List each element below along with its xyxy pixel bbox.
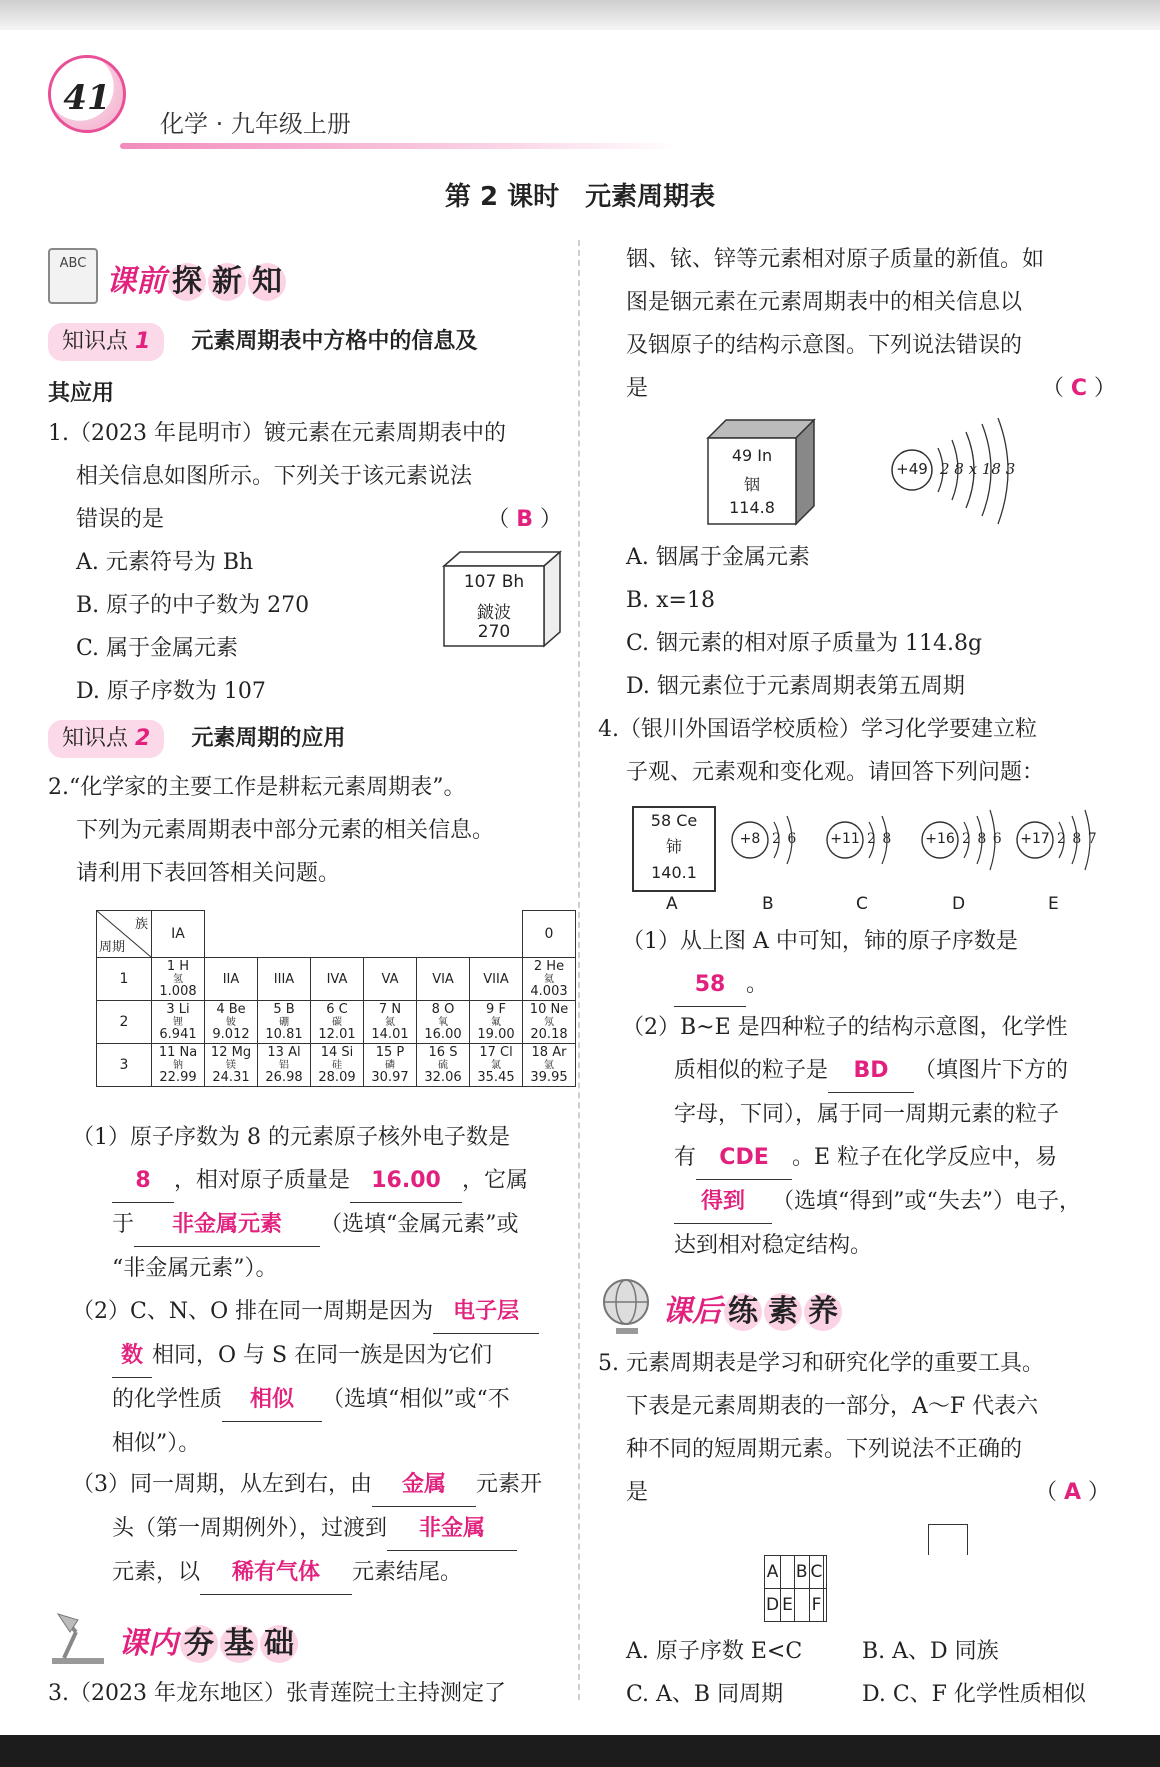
q4-labels <box>600 894 1120 918</box>
q4-box-number-symbol: 58 Ce <box>650 811 698 830</box>
q5-option: C. A、B 同周期 <box>626 1682 784 1707</box>
q5-grid-cell: B <box>794 1556 809 1589</box>
period-cell: 3 <box>97 1044 152 1087</box>
element-cell <box>417 1001 470 1044</box>
element-cell <box>364 1044 417 1087</box>
q3-option: C. 铟元素的相对原子质量为 114.8g <box>626 631 983 656</box>
element-cell-content <box>523 1003 575 1042</box>
q4-label: A <box>666 894 678 914</box>
element-mass: 30.97 <box>371 1069 409 1085</box>
element-cell <box>364 1001 417 1044</box>
element-cell <box>311 1001 364 1044</box>
q2-sub2-answer-1a: 电子层 <box>433 1290 539 1334</box>
element-number-symbol: 16 S <box>428 1044 458 1060</box>
q5-grid-cell: A <box>765 1556 781 1589</box>
q4-label: E <box>1048 894 1059 914</box>
element-cell <box>258 1001 311 1044</box>
kd-tag-number: 1 <box>135 329 151 354</box>
element-cell-content <box>364 1003 416 1042</box>
element-cell-content <box>417 1046 469 1085</box>
section-heading-char: 夯 <box>180 1625 218 1663</box>
q4-box-mass: 140.1 <box>651 863 697 882</box>
q3-answer: C <box>1070 376 1087 401</box>
q2-sub1-text: （选填“金属元素”或 <box>320 1212 519 1237</box>
q2-sub2 <box>72 1290 572 1465</box>
table-corner-cell <box>97 911 152 958</box>
q5-option: B. A、D 同族 <box>862 1639 999 1664</box>
element-mass: 4.003 <box>530 983 568 999</box>
section-heading-char: 养 <box>804 1293 842 1331</box>
element-name: 氟 <box>491 1016 501 1028</box>
element-cell-content <box>311 1046 363 1085</box>
q3-box-mass: 114.8 <box>729 498 775 517</box>
element-mass: 32.06 <box>424 1069 462 1085</box>
q5-line: 是 <box>626 1480 649 1505</box>
element-name: 碳 <box>332 1016 342 1028</box>
element-mass: 26.98 <box>265 1069 303 1085</box>
q3-option: B. x=18 <box>626 588 715 613</box>
element-cell <box>311 1044 364 1087</box>
particle-shell-counts: 2 6 <box>772 831 798 847</box>
globe-icon <box>600 1276 656 1338</box>
element-name: 铍 <box>226 1016 236 1028</box>
element-cell-content <box>258 1046 310 1085</box>
q1-option: D. 原子序数为 107 <box>76 679 266 704</box>
section-heading-char: 探 <box>168 263 206 301</box>
q2-sub3-text: （3）同一周期，从左到右，由 <box>72 1472 372 1497</box>
q2-sub1-answer-2: 16.00 <box>350 1159 462 1203</box>
kd-title-cont: 其应用 <box>48 381 115 406</box>
q4-line: 子观、元素观和变化观。请回答下列问题： <box>626 760 1045 785</box>
element-cell-content <box>258 1003 310 1042</box>
q2-sub2-text: （选填“相似”或“不 <box>322 1387 510 1412</box>
element-number-symbol: 4 Be <box>216 1001 246 1017</box>
element-cell-content <box>523 1046 575 1085</box>
q1-line: 错误的是 <box>76 507 165 532</box>
q5-grid-cell: E <box>781 1589 795 1622</box>
q2-sub3-text: 头（第一周期例外），过渡到 <box>112 1516 388 1541</box>
q1-element-box <box>442 550 562 650</box>
q4-label: C <box>856 894 868 914</box>
particle-diagram <box>730 800 822 876</box>
q5-options-row1 <box>626 1630 1126 1673</box>
q4-sub2 <box>622 1006 1122 1267</box>
group-header-cell: IIIA <box>258 958 311 1001</box>
period-cell: 1 <box>97 958 152 1001</box>
q3-line: 铟、铱、锌等元素相对原子质量的新值。如 <box>626 247 1045 272</box>
q2-sub1-text: “非金属元素”）。 <box>112 1256 278 1281</box>
element-number-symbol: 13 Al <box>267 1044 301 1060</box>
book-title: 化学 · 九年级上册 <box>160 110 351 138</box>
q4-label: B <box>762 894 774 914</box>
q3-atom-diagram <box>890 418 1040 528</box>
particle-nucleus: +17 <box>1020 831 1050 847</box>
q2-sub2-text: （2）C、N、O 排在同一周期是因为 <box>72 1299 434 1324</box>
element-cell <box>417 1044 470 1087</box>
q2-sub1-text: 于 <box>112 1212 135 1237</box>
q5-grid-cell <box>824 1556 827 1589</box>
q4-sub1-text: （1）从上图 A 中可知，铈的原子序数是 <box>622 929 1018 954</box>
q5-line: 5. 元素周期表是学习和研究化学的重要工具。 <box>598 1351 1044 1376</box>
q1-option: C. 属于金属元素 <box>76 636 239 661</box>
q1-option: A. 元素符号为 Bh <box>76 550 254 575</box>
q4-sub2-text: （填图片下方的 <box>914 1058 1069 1083</box>
kd-tag <box>48 323 164 361</box>
element-mass: 35.45 <box>477 1069 515 1085</box>
q2-sub3 <box>72 1463 572 1595</box>
q5-option: D. C、F 化学性质相似 <box>862 1682 1086 1707</box>
q5-grid-cell <box>824 1589 827 1622</box>
q2-sub3-answer-2: 非金属 <box>387 1507 517 1551</box>
element-cell-content <box>417 1003 469 1042</box>
element-cell-content <box>311 1003 363 1042</box>
q2-sub1-text: ，它属 <box>462 1168 529 1193</box>
section-heading-pre <box>106 256 286 301</box>
q4-particles <box>730 800 1110 880</box>
element-cell-content <box>364 1046 416 1085</box>
element-name: 镁 <box>226 1059 236 1071</box>
kd-title: 元素周期表中方格中的信息及 <box>191 329 478 354</box>
question-5 <box>598 1342 1118 1514</box>
header-underline <box>120 143 680 149</box>
q1-box-mass: 270 <box>477 622 511 642</box>
book-icon <box>48 248 98 304</box>
q2-sub1-text: ，相对原子质量是 <box>174 1168 351 1193</box>
q2-sub3-text: 元素结尾。 <box>352 1560 463 1585</box>
element-cell-content <box>152 1046 204 1085</box>
q3-option: A. 铟属于金属元素 <box>626 545 810 570</box>
q5-grid-cell <box>781 1556 795 1589</box>
element-cell <box>152 1044 205 1087</box>
element-mass: 28.09 <box>318 1069 356 1085</box>
q3-box-number-symbol: 49 In <box>731 446 773 465</box>
q3-element-box <box>706 418 816 528</box>
element-mass: 24.31 <box>212 1069 250 1085</box>
element-number-symbol: 5 B <box>273 1001 295 1017</box>
element-number-symbol: 10 Ne <box>529 1001 569 1017</box>
section-heading-post <box>662 1286 842 1331</box>
element-mass: 9.012 <box>212 1026 250 1042</box>
question-3-cont <box>626 238 1116 410</box>
q2-sub3-answer-3: 稀有气体 <box>200 1551 352 1595</box>
element-name: 磷 <box>385 1059 395 1071</box>
q2-sub3-answer-1: 金属 <box>372 1463 476 1507</box>
q1-line: 相关信息如图所示。下列关于该元素说法 <box>76 464 473 489</box>
group-header-blank <box>205 911 523 958</box>
element-mass: 19.00 <box>477 1026 515 1042</box>
element-mass: 1.008 <box>159 983 197 999</box>
q3-options <box>626 536 1116 708</box>
element-number-symbol: 8 O <box>431 1001 455 1017</box>
element-name: 硼 <box>279 1016 289 1028</box>
element-number-symbol: 15 P <box>375 1044 405 1060</box>
element-name: 锂 <box>173 1016 183 1028</box>
kd-title: 元素周期的应用 <box>191 726 346 751</box>
section-heading-char: 新 <box>208 263 246 301</box>
element-name: 氦 <box>544 973 554 985</box>
q1-line: 1.（2023 年昆明市）镀元素在元素周期表中的 <box>48 421 506 446</box>
section-heading-char: 础 <box>260 1625 298 1663</box>
q3-atom-shell-counts: 2 8 x 18 3 <box>940 460 1016 478</box>
q2-sub1-text: （1）原子序数为 8 的元素原子核外电子数是 <box>72 1125 510 1150</box>
question-2 <box>48 766 568 895</box>
q2-sub2-answer-2: 相似 <box>222 1378 322 1422</box>
element-number-symbol: 9 F <box>486 1001 506 1017</box>
q4-sub1 <box>622 920 1122 1007</box>
element-cell <box>470 1001 523 1044</box>
q4-sub2-text: 有 <box>674 1145 697 1170</box>
column-divider <box>578 240 580 1700</box>
q2-sub3-text: 元素，以 <box>112 1560 201 1585</box>
q2-sub1-answer-1: 8 <box>112 1159 174 1203</box>
section-heading-char: 素 <box>764 1293 802 1331</box>
element-mass: 10.81 <box>265 1026 303 1042</box>
particle-diagram <box>1015 800 1107 876</box>
element-name: 氧 <box>438 1016 448 1028</box>
section-heading-prefix: 课内 <box>118 1626 178 1661</box>
q5-line: 下表是元素周期表的一部分，A～F 代表六 <box>626 1394 1039 1419</box>
element-cell <box>523 958 576 1001</box>
group-header-cell: IA <box>152 911 205 958</box>
element-mass: 16.00 <box>424 1026 462 1042</box>
q2-line: 下列为元素周期表中部分元素的相关信息。 <box>76 818 495 843</box>
question-4 <box>598 708 1118 794</box>
q3-line: 及铟原子的结构示意图。下列说法错误的 <box>626 333 1023 358</box>
element-mass: 12.01 <box>318 1026 356 1042</box>
particle-nucleus: +11 <box>830 831 860 847</box>
q5-answer: A <box>1063 1480 1081 1505</box>
element-cell <box>523 1044 576 1087</box>
particle-shell-counts: 2 8 <box>867 831 893 847</box>
q1-box-number-symbol: 107 Bh <box>463 572 525 592</box>
q5-grid-cell: C <box>809 1556 824 1589</box>
lesson-title: 第 2 课时 元素周期表 <box>444 182 716 212</box>
element-cell-content <box>470 1003 522 1042</box>
page-number: 41 <box>63 78 111 118</box>
q4-sub2-text: （2）B~E 是四种粒子的结构示意图，化学性 <box>622 1015 1068 1040</box>
q2-sub3-text: 元素开 <box>476 1472 543 1497</box>
q3-option: D. 铟元素位于元素周期表第五周期 <box>626 674 965 699</box>
q1-box-name: 𨨏波 <box>477 603 511 623</box>
element-cell-content <box>523 960 575 999</box>
periodic-table-grid <box>96 910 576 1087</box>
book-icon-label: ABC <box>59 256 87 271</box>
element-name: 硫 <box>438 1059 448 1071</box>
element-number-symbol: 11 Na <box>158 1044 198 1060</box>
element-cell <box>523 1001 576 1044</box>
element-number-symbol: 18 Ar <box>531 1044 567 1060</box>
group-header-cell: VIA <box>417 958 470 1001</box>
q4-box-name: 铈 <box>665 837 682 856</box>
group-header-cell: VIIA <box>470 958 523 1001</box>
q4-sub1-answer: 58 <box>674 963 746 1007</box>
element-number-symbol: 7 N <box>378 1001 402 1017</box>
q4-line: 4.（银川外国语学校质检）学习化学要建立粒 <box>598 717 1037 742</box>
periodic-table <box>96 910 576 1087</box>
element-name: 氮 <box>385 1016 395 1028</box>
q1-option: B. 原子的中子数为 270 <box>76 593 310 618</box>
particle-shell-counts: 2 8 7 <box>1057 831 1098 847</box>
q4-sub2-text: （选填“得到”或“失去”）电子， <box>772 1189 1081 1214</box>
section-heading-char: 练 <box>724 1293 762 1331</box>
table-corner-period-label: 周期 <box>99 940 126 955</box>
element-number-symbol: 1 H <box>166 958 190 974</box>
element-mass: 20.18 <box>530 1026 568 1042</box>
element-cell-content <box>152 960 204 999</box>
bottom-strip <box>0 1735 1160 1767</box>
element-cell <box>470 1044 523 1087</box>
q1-answer-bracket: （ B ） <box>487 507 562 532</box>
element-name: 氢 <box>173 973 183 985</box>
q4-sub2-text: 达到相对稳定结构。 <box>674 1233 873 1258</box>
section-heading-prefix: 课前 <box>106 264 166 299</box>
period-cell: 2 <box>97 1001 152 1044</box>
q5-line: 种不同的短周期元素。下列说法不正确的 <box>626 1437 1023 1462</box>
group-header-cell: IVA <box>311 958 364 1001</box>
q2-sub1 <box>72 1116 572 1290</box>
q3-line: 是 <box>626 376 649 401</box>
particle-nucleus: +8 <box>739 831 761 847</box>
knowledge-point-1 <box>48 323 477 361</box>
q3-line-start: 3.（2023 年龙东地区）张青莲院士主持测定了 <box>48 1681 506 1706</box>
element-cell-content <box>152 1003 204 1042</box>
group-header-cell: VA <box>364 958 417 1001</box>
q2-sub2-answer-1b: 数 <box>112 1334 152 1378</box>
element-cell-content <box>205 1003 257 1042</box>
element-name: 铝 <box>279 1059 289 1071</box>
q5-answer-bracket: （ A ） <box>1034 1480 1110 1505</box>
table-corner-group-label: 族 <box>134 917 148 932</box>
section-heading-char: 知 <box>248 263 286 301</box>
kd-tag-label: 知识点 <box>62 726 129 751</box>
lamp-icon <box>48 1610 108 1666</box>
particle-nucleus: +16 <box>925 831 955 847</box>
section-heading-in <box>118 1618 298 1663</box>
element-number-symbol: 12 Mg <box>210 1044 252 1060</box>
q4-sub2-text: 。E 粒子在化学反应中，易 <box>792 1145 1058 1170</box>
element-mass: 39.95 <box>530 1069 568 1085</box>
q4-sub2-text: 质相似的粒子是 <box>674 1058 829 1083</box>
element-mass: 6.941 <box>159 1026 197 1042</box>
q2-line: 请利用下表回答相关问题。 <box>76 861 341 886</box>
knowledge-point-2 <box>48 720 345 758</box>
element-name: 氯 <box>491 1059 501 1071</box>
element-cell <box>205 1044 258 1087</box>
element-name: 氖 <box>544 1016 554 1028</box>
q3-answer-bracket: （ C ） <box>1041 376 1116 401</box>
element-cell-content <box>470 1046 522 1085</box>
element-name: 氩 <box>544 1059 554 1071</box>
kd-tag-label: 知识点 <box>62 329 129 354</box>
q4-label: D <box>952 894 966 914</box>
element-number-symbol: 6 C <box>326 1001 348 1017</box>
group-header-cell: IIA <box>205 958 258 1001</box>
element-number-symbol: 2 He <box>533 958 565 974</box>
element-cell <box>258 1044 311 1087</box>
element-name: 硅 <box>332 1059 342 1071</box>
q5-grid-table <box>764 1555 827 1622</box>
section-heading-prefix: 课后 <box>662 1294 722 1329</box>
q4-element-box <box>632 806 716 892</box>
kd-tag-number: 2 <box>135 726 151 751</box>
q3-atom-nucleus: +49 <box>896 460 928 478</box>
q5-grid-cell: D <box>765 1589 781 1622</box>
q4-sub2-answer-3: 得到 <box>674 1180 772 1224</box>
q4-sub2-answer-2: CDE <box>696 1136 792 1180</box>
element-cell <box>152 1001 205 1044</box>
group-header-cell: 0 <box>523 911 576 958</box>
q3-box-name: 铟 <box>743 475 760 494</box>
q2-sub1-answer-3: 非金属元素 <box>134 1203 320 1247</box>
element-cell <box>205 1001 258 1044</box>
q5-options-row2 <box>626 1673 1126 1716</box>
q2-line: 2.“化学家的主要工作是耕耘元素周期表”。 <box>48 775 466 800</box>
q5-grid-top-cell <box>928 1524 968 1555</box>
element-cell <box>152 958 205 1001</box>
q5-option: A. 原子序数 E<C <box>626 1639 803 1664</box>
q2-sub2-text: 的化学性质 <box>112 1387 223 1412</box>
element-cell-content <box>205 1046 257 1085</box>
section-heading-char: 基 <box>220 1625 258 1663</box>
q2-sub2-text: 相同，O 与 S 在同一族是因为它们 <box>152 1343 493 1368</box>
top-strip <box>0 0 1160 30</box>
q4-sub1-text: 。 <box>746 972 769 997</box>
element-mass: 14.01 <box>371 1026 409 1042</box>
kd-tag <box>48 720 164 758</box>
q2-sub2-text: 相似”）。 <box>112 1431 201 1456</box>
q4-sub2-text: 字母，下同），属于同一周期元素的粒子 <box>674 1102 1060 1127</box>
element-number-symbol: 14 Si <box>320 1044 354 1060</box>
q4-sub2-answer-1: BD <box>828 1049 914 1093</box>
particle-diagram <box>920 800 1012 876</box>
element-number-symbol: 3 Li <box>166 1001 190 1017</box>
element-number-symbol: 17 Cl <box>479 1044 513 1060</box>
q5-grid-cell: F <box>809 1589 824 1622</box>
element-name: 钠 <box>173 1059 183 1071</box>
q3-line: 图是铟元素在元素周期表中的相关信息以 <box>626 290 1023 315</box>
element-mass: 22.99 <box>159 1069 197 1085</box>
particle-shell-counts: 2 8 6 <box>962 831 1003 847</box>
q1-answer: B <box>516 507 533 532</box>
particle-diagram <box>825 800 917 876</box>
q5-grid-cell <box>794 1589 809 1622</box>
